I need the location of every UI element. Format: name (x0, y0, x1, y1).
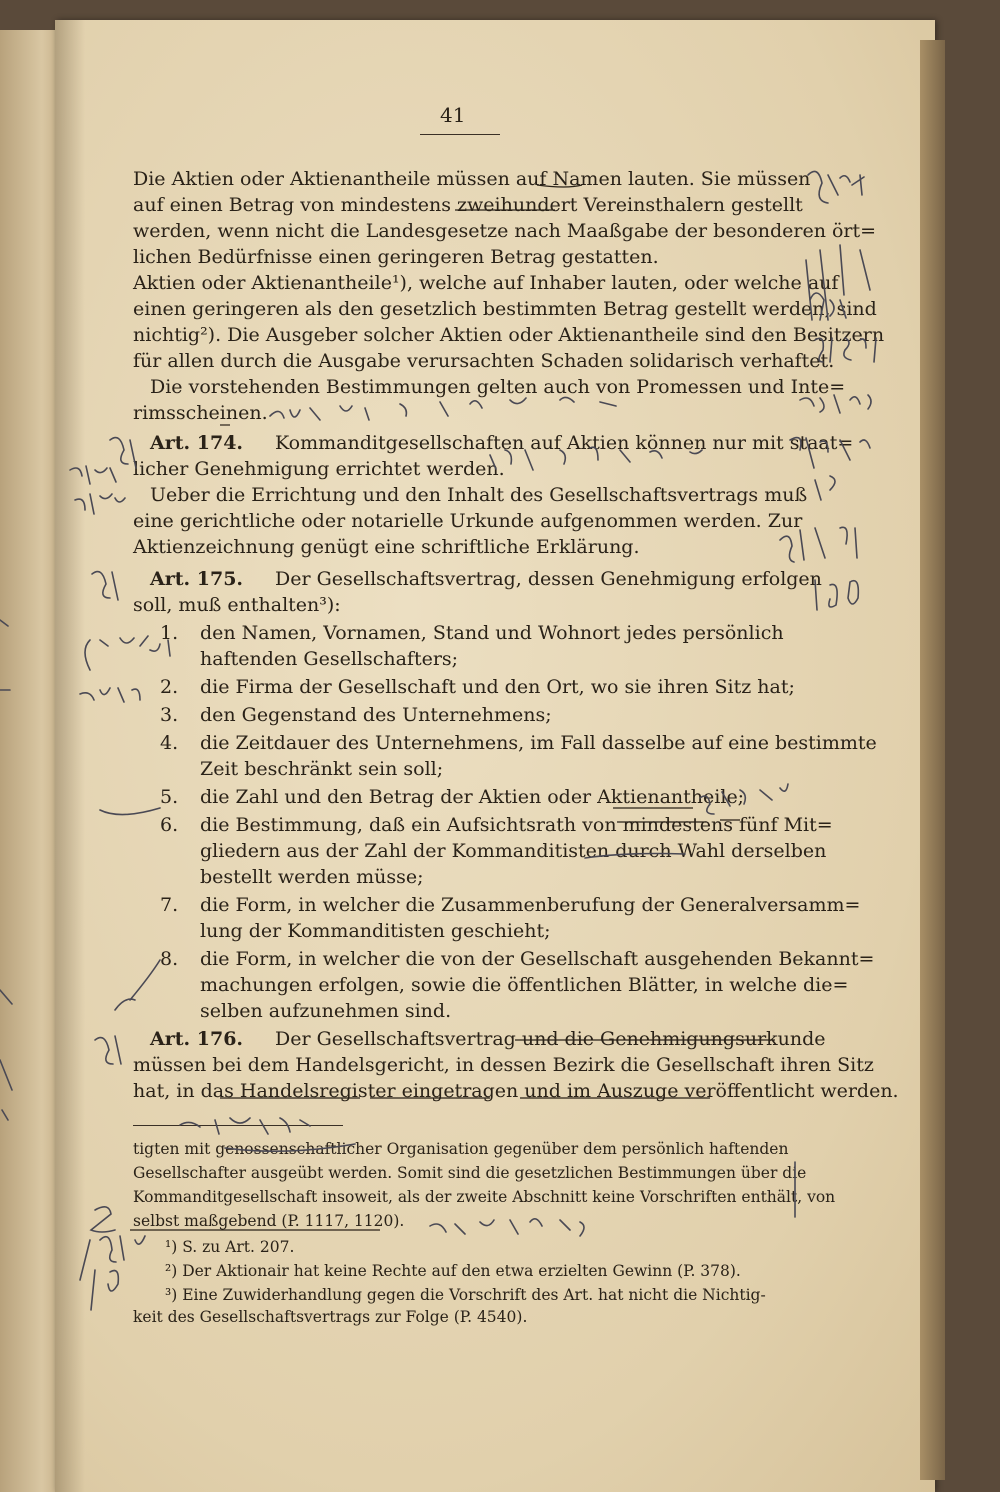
footnote-2: ²) Der Aktionair hat keine Rechte auf den etwa erzielten Gewinn (P. 378). (165, 1262, 741, 1280)
body-line: einen geringeren als den gesetzlich bestimmten Betrag gestellt werden, sind (133, 298, 877, 320)
page-number: 41 (440, 103, 466, 127)
list-item-line: gliedern aus der Zahl der Kommanditisten durch Wahl derselben (200, 840, 827, 862)
article-176-heading: Art. 176. (150, 1028, 244, 1050)
body-line: hat, in das Handelsregister eingetragen und im Auszuge veröffentlicht werden. (133, 1080, 899, 1102)
list-item-number: 1. (160, 622, 179, 644)
body-line: eine gerichtliche oder notarielle Urkunde aufgenommen werden. Zur (133, 510, 803, 532)
body-line: müssen bei dem Handelsgericht, in dessen Bezirk die Gesellschaft ihren Sitz (133, 1054, 874, 1076)
footnote-line: Gesellschafter ausgeübt werden. Somit sind die gesetzlichen Bestimmungen über die (133, 1164, 807, 1182)
list-item-line: machungen erfolgen, sowie die öffentlichen Blätter, in welche die= (200, 974, 849, 996)
body-line: rimsscheinen. (133, 402, 268, 424)
body-line: Kommanditgesellschaften auf Aktien können nur mit staat= (275, 432, 854, 454)
list-item-line: die Form, in welcher die von der Gesellschaft ausgehenden Bekannt= (200, 948, 875, 970)
body-line: soll, muß enthalten³): (133, 594, 341, 616)
footnote-line: tigten mit genossenschaftlicher Organisation gegenüber dem persönlich haftenden (133, 1140, 789, 1158)
body-line: Aktienzeichnung genügt eine schriftliche Erklärung. (133, 536, 640, 558)
list-item-number: 4. (160, 732, 179, 754)
footnote-1: ¹) S. zu Art. 207. (165, 1238, 295, 1256)
list-item-number: 6. (160, 814, 179, 836)
list-item-line: die Zeitdauer des Unternehmens, im Fall dasselbe auf eine bestimmte (200, 732, 877, 754)
list-item-line: die Form, in welcher die Zusammenberufung der Generalversamm= (200, 894, 861, 916)
body-line: nichtig²). Die Ausgeber solcher Aktien oder Aktienantheile sind den Besitzern (133, 324, 885, 346)
list-item-number: 7. (160, 894, 179, 916)
body-line: Aktien oder Aktienantheile¹), welche auf Inhaber lauten, oder welche auf (133, 272, 839, 294)
article-174-heading: Art. 174. (150, 432, 244, 454)
body-line: licher Genehmigung errichtet werden. (133, 458, 505, 480)
footnote-line: Kommanditgesellschaft insoweit, als der zweite Abschnitt keine Vorschriften enthält, von (133, 1188, 836, 1206)
article-175-heading: Art. 175. (150, 568, 244, 590)
list-item-line: selben aufzunehmen sind. (200, 1000, 452, 1022)
body-line: lichen Bedürfnisse einen geringeren Betrag gestatten. (133, 246, 659, 268)
list-item-line: die Zahl und den Betrag der Aktien oder Aktienantheile; (200, 786, 745, 808)
body-line: Die Aktien oder Aktienantheile müssen auf Namen lauten. Sie müssen (133, 168, 811, 190)
list-item-number: 3. (160, 704, 179, 726)
footnote-3: ³) Eine Zuwiderhandlung gegen die Vorschrift des Art. hat nicht die Nichtig- (165, 1286, 766, 1304)
list-item-number: 8. (160, 948, 179, 970)
list-item-number: 5. (160, 786, 179, 808)
body-line: für allen durch die Ausgabe verursachten Schaden solidarisch verhaftet. (133, 350, 835, 372)
body-line: werden, wenn nicht die Landesgesetze nach Maaßgabe der besonderen ört= (133, 220, 877, 242)
list-item-line: die Bestimmung, daß ein Aufsichtsrath von mindestens fünf Mit= (200, 814, 833, 836)
list-item-line: Zeit beschränkt sein soll; (200, 758, 444, 780)
body-line: Die vorstehenden Bestimmungen gelten auch von Promessen und Inte= (150, 376, 846, 398)
footnote-line: selbst maßgebend (P. 1117, 1120). (133, 1212, 405, 1230)
body-line: Der Gesellschaftsvertrag, dessen Genehmigung erfolgen (275, 568, 822, 590)
body-line: Ueber die Errichtung und den Inhalt des Gesellschaftsvertrags muß (150, 484, 808, 506)
list-item-line: bestellt werden müsse; (200, 866, 424, 888)
list-item-line: lung der Kommanditisten geschieht; (200, 920, 551, 942)
list-item-line: die Firma der Gesellschaft und den Ort, wo sie ihren Sitz hat; (200, 676, 795, 698)
footnote-line: keit des Gesellschaftsvertrags zur Folge (P. 4540). (133, 1308, 528, 1326)
list-item-line: den Gegenstand des Unternehmens; (200, 704, 552, 726)
body-line: auf einen Betrag von mindestens zweihundert Vereinsthalern gestellt (133, 194, 803, 216)
list-item-line: den Namen, Vornamen, Stand und Wohnort jedes persönlich (200, 622, 784, 644)
list-item-line: haftenden Gesellschafters; (200, 648, 459, 670)
list-item-number: 2. (160, 676, 179, 698)
body-line: Der Gesellschaftsvertrag und die Genehmigungsurkunde (275, 1028, 826, 1050)
